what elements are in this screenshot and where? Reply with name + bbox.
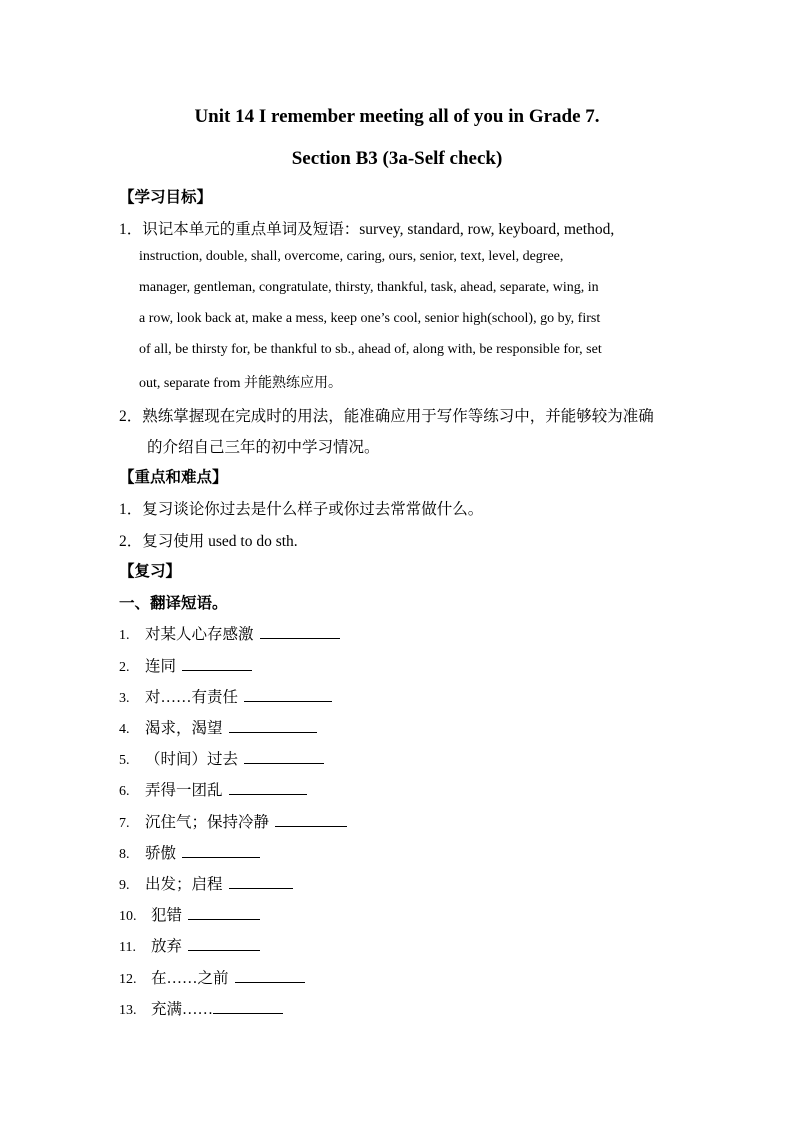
answer-blank[interactable] [275,812,347,827]
item-number: 13. [119,1003,137,1018]
review-item-10 [119,903,260,925]
keypoints-heading: 【重点和难点】 [119,469,228,486]
item-text: 对某人心存感激 [145,626,254,643]
objective-1-line-3: manager, gentleman, congratulate, thirsty, thankful, task, ahead, separate, wing, in [139,280,599,295]
objective-1-line-5: of all, be thirsty for, be thankful to sb., ahead of, along with, be responsible for, set [139,342,602,357]
item-number: 2. [119,660,130,675]
keypoint-2: 2．复习使用 used to do sth. [119,533,298,550]
item-text: 出发；启程 [145,876,223,893]
objectives-heading: 【学习目标】 [119,189,213,206]
item-number: 3. [119,691,130,706]
review-heading: 【复习】 [119,563,182,580]
review-item-12 [119,966,305,988]
item-number: 8. [119,847,130,862]
objective-2-line-2: 的介绍自己三年的初中学习情况。 [147,439,380,456]
review-item-5 [119,747,324,769]
review-item-4 [119,716,317,738]
item-number: 6. [119,784,130,799]
item-text: 沉住气；保持冷静 [145,814,270,831]
item-number: 12. [119,972,137,987]
answer-blank[interactable] [229,780,307,795]
objective-1-line-4: a row, look back at, make a mess, keep one’s cool, senior high(school), go by, first [139,311,601,326]
objective-2-line-1: 2．熟练掌握现在完成时的用法，能准确应用于写作等练习中，并能够较为准确 [119,408,654,425]
review-item-1 [119,622,340,644]
item-text: （时间）过去 [145,751,239,768]
answer-blank[interactable] [229,718,317,733]
keypoint-1: 1．复习谈论你过去是什么样子或你过去常常做什么。 [119,501,484,518]
item-text: 弄得一团乱 [145,782,223,799]
answer-blank[interactable] [235,968,305,983]
objective-1-line-2: instruction, double, shall, overcome, caring, ours, senior, text, level, degree, [139,249,564,264]
objective-1-line-6: out, separate from 并能熟练应用。 [139,376,342,391]
review-subheading: 一、翻译短语。 [119,595,228,612]
review-item-6 [119,778,307,800]
item-text: 充满…… [151,1001,214,1018]
answer-blank[interactable] [229,874,293,889]
review-item-13 [119,997,283,1019]
review-item-8 [119,841,260,863]
review-item-9 [119,872,293,894]
review-item-7 [119,810,347,832]
answer-blank[interactable] [244,749,324,764]
item-number: 7. [119,816,130,831]
answer-blank[interactable] [182,843,260,858]
item-text: 放弃 [151,938,183,955]
document-subtitle: Section B3 (3a-Self check) [291,148,503,169]
item-text: 犯错 [151,907,183,924]
document-title: Unit 14 I remember meeting all of you in Grade 7. [194,106,600,127]
item-number: 10. [119,909,137,924]
review-item-3 [119,685,332,707]
answer-blank[interactable] [188,936,260,951]
answer-blank[interactable] [213,999,283,1014]
review-item-11 [119,934,260,956]
item-text: 渴求，渴望 [145,720,223,737]
item-number: 1. [119,628,130,643]
review-item-2 [119,654,252,676]
objective-1-line-1 [119,217,614,239]
item-number: 9. [119,878,130,893]
answer-blank[interactable] [260,624,340,639]
answer-blank[interactable] [244,687,332,702]
answer-blank[interactable] [188,905,260,920]
item-number: 11. [119,940,136,955]
item-text: 对……有责任 [145,689,239,706]
objective-1-line-1-text: 1．识记本单元的重点单词及短语：survey, standard, row, keyboard, method, [119,221,615,238]
item-number: 4. [119,722,130,737]
item-number: 5. [119,753,130,768]
item-text: 骄傲 [145,845,177,862]
answer-blank[interactable] [182,656,252,671]
item-text: 连同 [145,658,177,675]
item-text: 在……之前 [151,970,229,987]
